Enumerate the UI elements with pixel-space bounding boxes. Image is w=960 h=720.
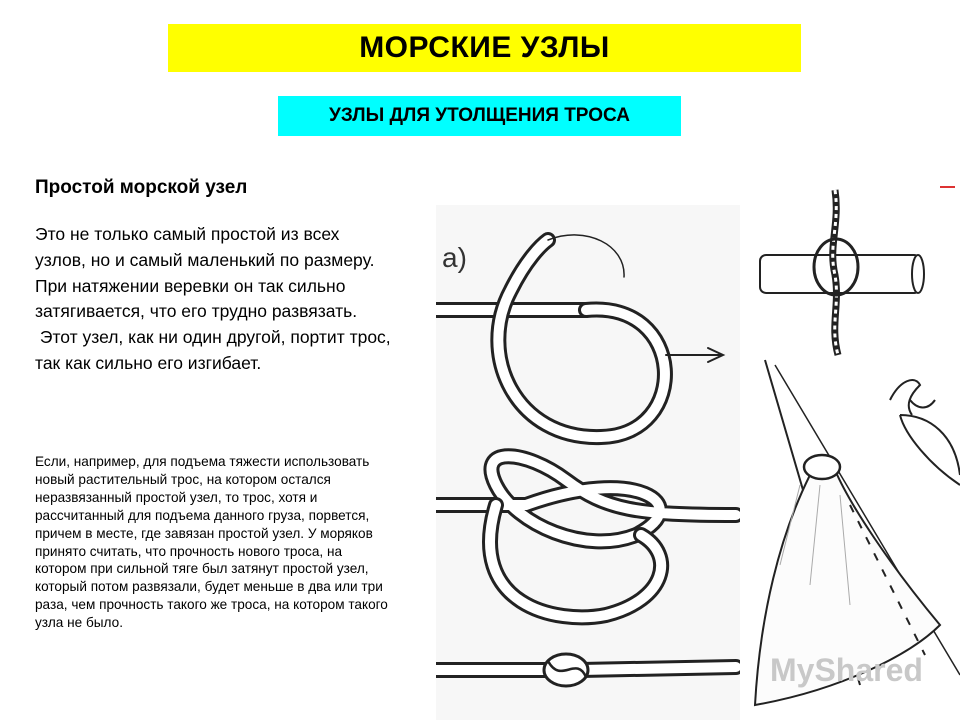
section-note: Если, например, для подъема тяжести использовать новый растительный трос, на котором остался неразвязанный простой узел, то трос, хотя и рассчитанный для подъема данного груза, порвется, причем в месте, где завязан простой узел. У моряков принято считать, что прочность нового троса, на котором при сильной тяге был затянут простой узел, который потом развязали, будет меньше в два или три раза, чем прочность такого же троса, на котором такого узла не было. (35, 454, 388, 631)
paragraph-1: Это не только самый простой из всех узлов, но и самый маленький по размеру. (35, 224, 375, 270)
knot-illustration (436, 205, 740, 720)
page-title: МОРСКИЕ УЗЛЫ (359, 31, 610, 64)
paragraph-3: Этот узел, как ни один другой, портит трос, так как сильно его изгибает. (35, 327, 396, 373)
paragraph-2: При натяжении веревки он так сильно затягивается, что его трудно развязать. (35, 275, 358, 322)
pole-with-knot (760, 187, 955, 355)
title-banner (168, 24, 801, 72)
section-heading: Простой морской узел (35, 177, 248, 198)
sail-illustration (740, 185, 960, 720)
subtitle-banner (278, 96, 681, 136)
hand-with-rope (890, 380, 960, 485)
section-body (35, 222, 395, 377)
figure-label-a: а) (442, 242, 467, 273)
page-subtitle: УЗЛЫ ДЛЯ УТОЛЩЕНИЯ ТРОСА (329, 105, 630, 126)
watermark-text: MyShared (770, 652, 923, 688)
